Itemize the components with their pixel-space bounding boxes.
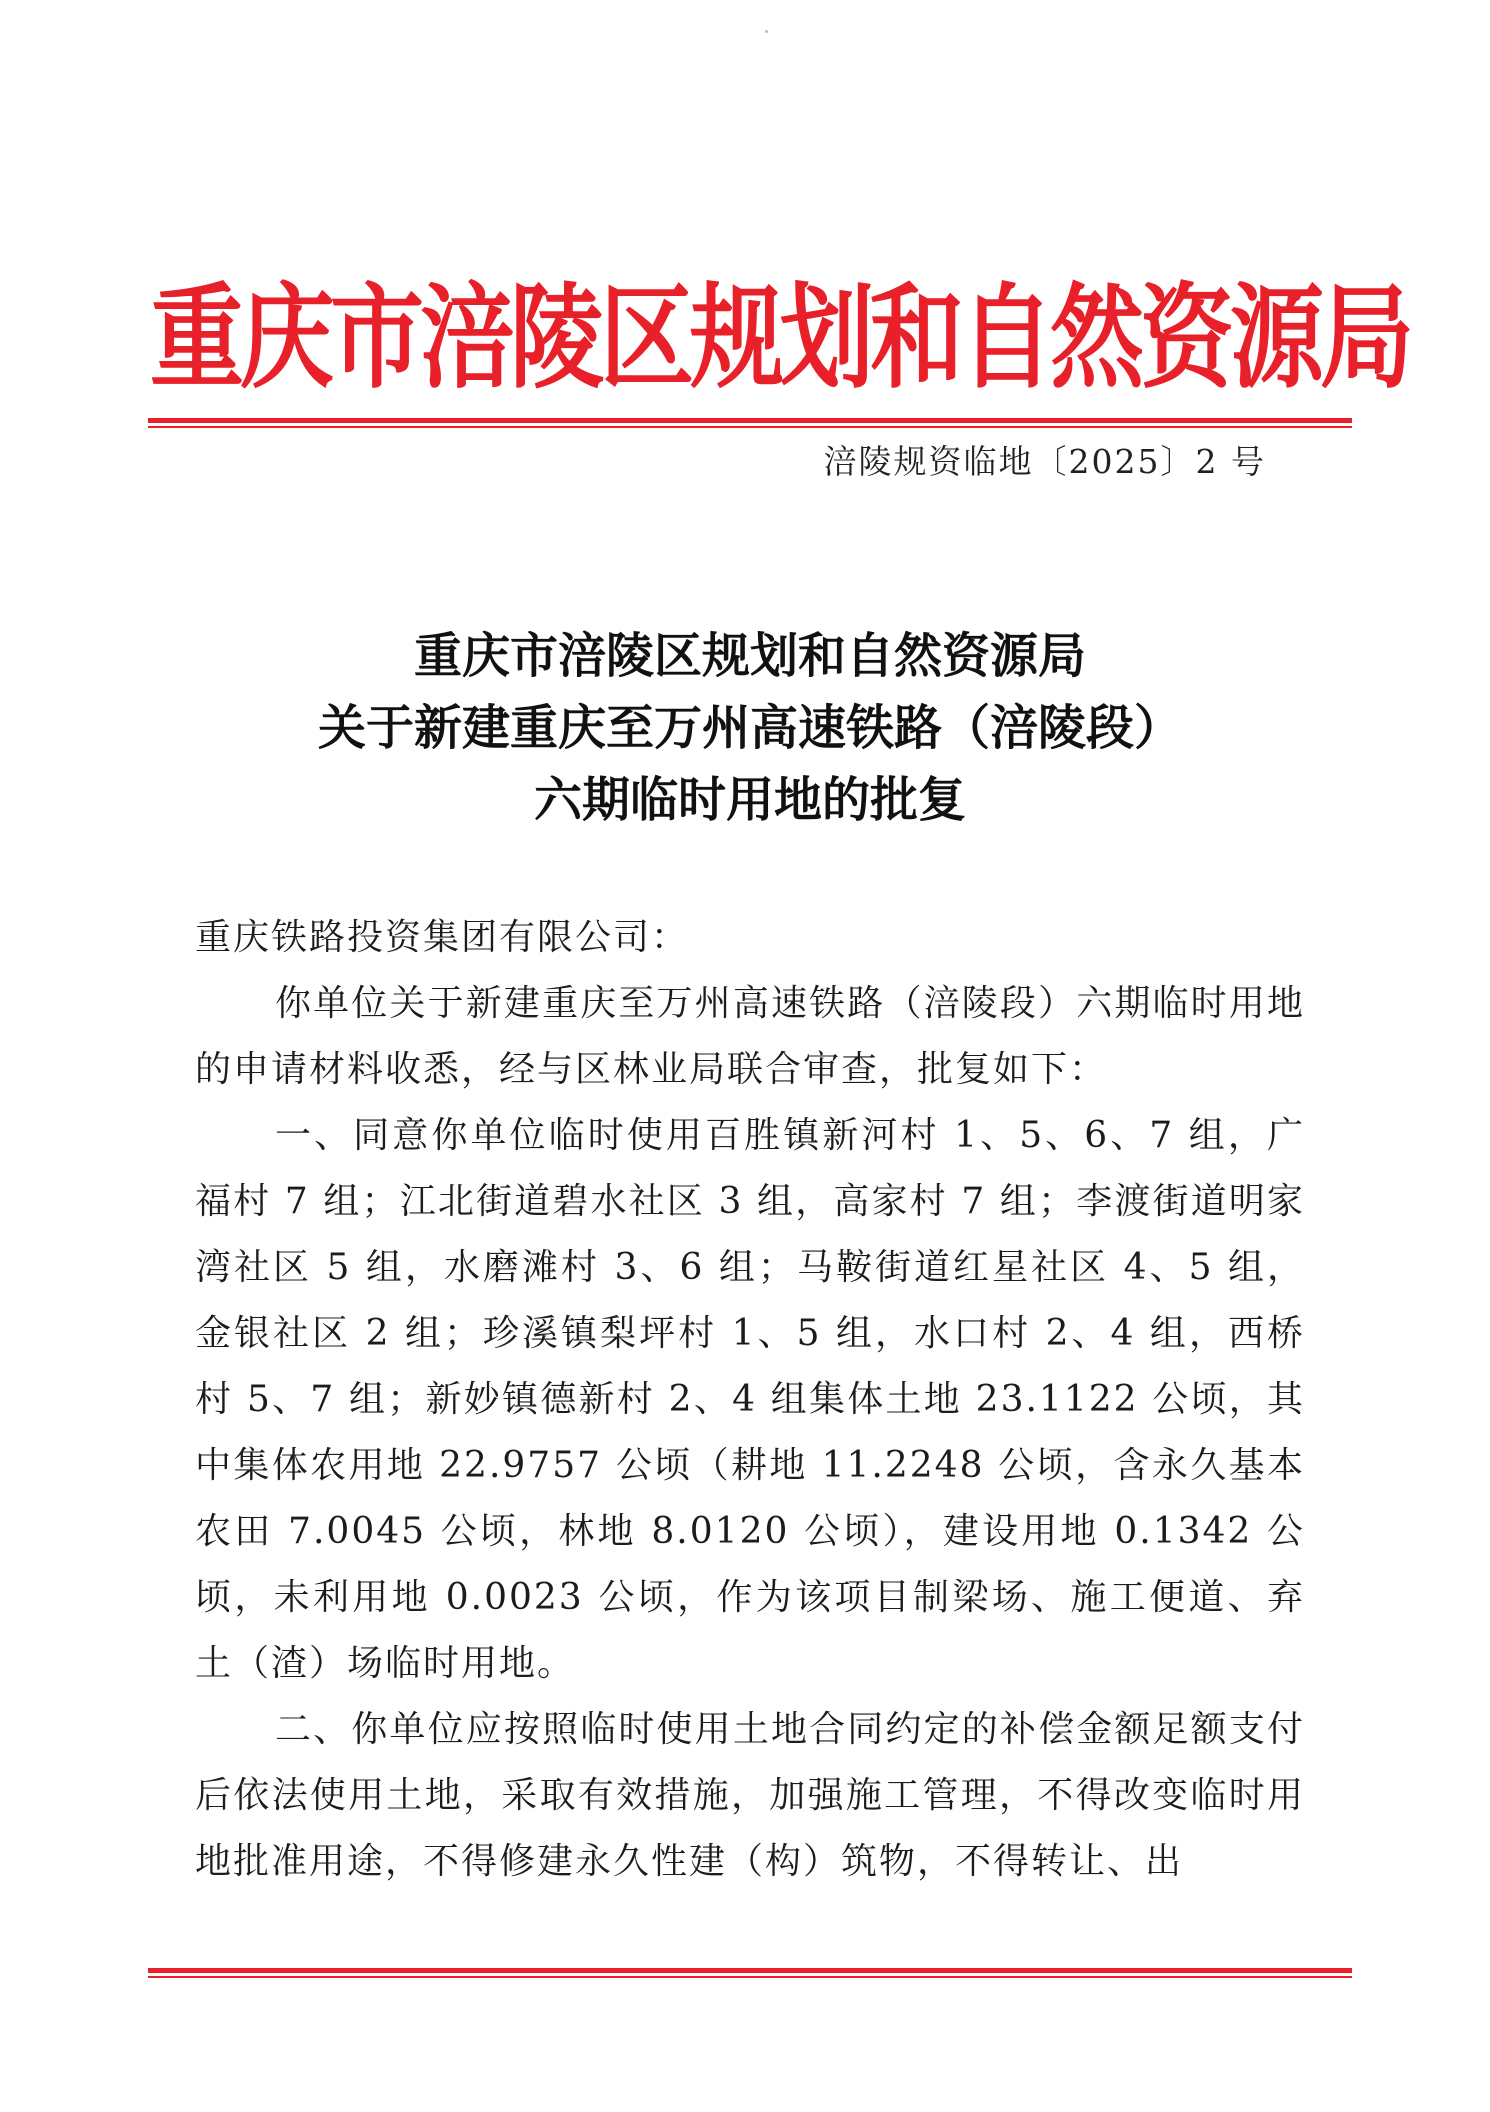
- footer-divider-thin-line: [148, 1976, 1352, 1978]
- masthead: [150, 265, 1411, 415]
- paragraph-item-2: 二、你单位应按照临时使用土地合同约定的补偿金额足额支付后依法使用土地，采取有效措施，加强施工管理，不得改变临时用地批准用途，不得修建永久性建（构）筑物，不得转让、出: [195, 1709, 1305, 1882]
- salutation: 重庆铁路投资集团有限公司：: [195, 917, 690, 958]
- title-line-1: 重庆市涪陵区规划和自然资源局: [413, 628, 1086, 684]
- masthead-title: 重庆市涪陵区规划和自然资源局: [150, 274, 1411, 405]
- title-line-3: 六期临时用地的批复: [533, 772, 966, 828]
- document-title: [150, 620, 1350, 836]
- divider-thick-line: [148, 418, 1352, 423]
- document-number: 涪陵规资临地〔2025〕2 号: [823, 442, 1266, 481]
- paragraph-item-1: 一、同意你单位临时使用百胜镇新河村 1、5、6、7 组，广福村 7 组；江北街道碧水社区 3 组，高家村 7 组；李渡街道明家湾社区 5 组，水磨滩村 3、6 组；马鞍街道红星社区 4、5 组，金银社区 2 组；珍溪镇梨坪村 1、5 组，水口村 2、4 组，西桥村 5、7 组；新妙镇德新村 2、4 组集体土地 23.1122 公顷，其中集体农用地 22.9757 公顷（耕地 11.2248 公顷，含永久基本农田 7.0045 公顷，林地 8.0120 公顷），建设用地 0.1342 公顷，未利用地 0.0023 公顷，作为该项目制梁场、施工便道、弃土（渣）场临时用地。: [195, 1115, 1305, 1684]
- paragraph-intro: 你单位关于新建重庆至万州高速铁路（涪陵段）六期临时用地的申请材料收悉，经与区林业局联合审查，批复如下：: [195, 983, 1305, 1090]
- footer-divider: [148, 1968, 1352, 1980]
- footer-divider-thick-line: [148, 1968, 1352, 1973]
- scan-speck: [765, 30, 768, 33]
- divider-thin-line: [148, 426, 1352, 428]
- masthead-divider: [148, 418, 1352, 430]
- title-line-2: 关于新建重庆至万州高速铁路（涪陵段）: [317, 700, 1182, 756]
- document-body: [195, 905, 1305, 1895]
